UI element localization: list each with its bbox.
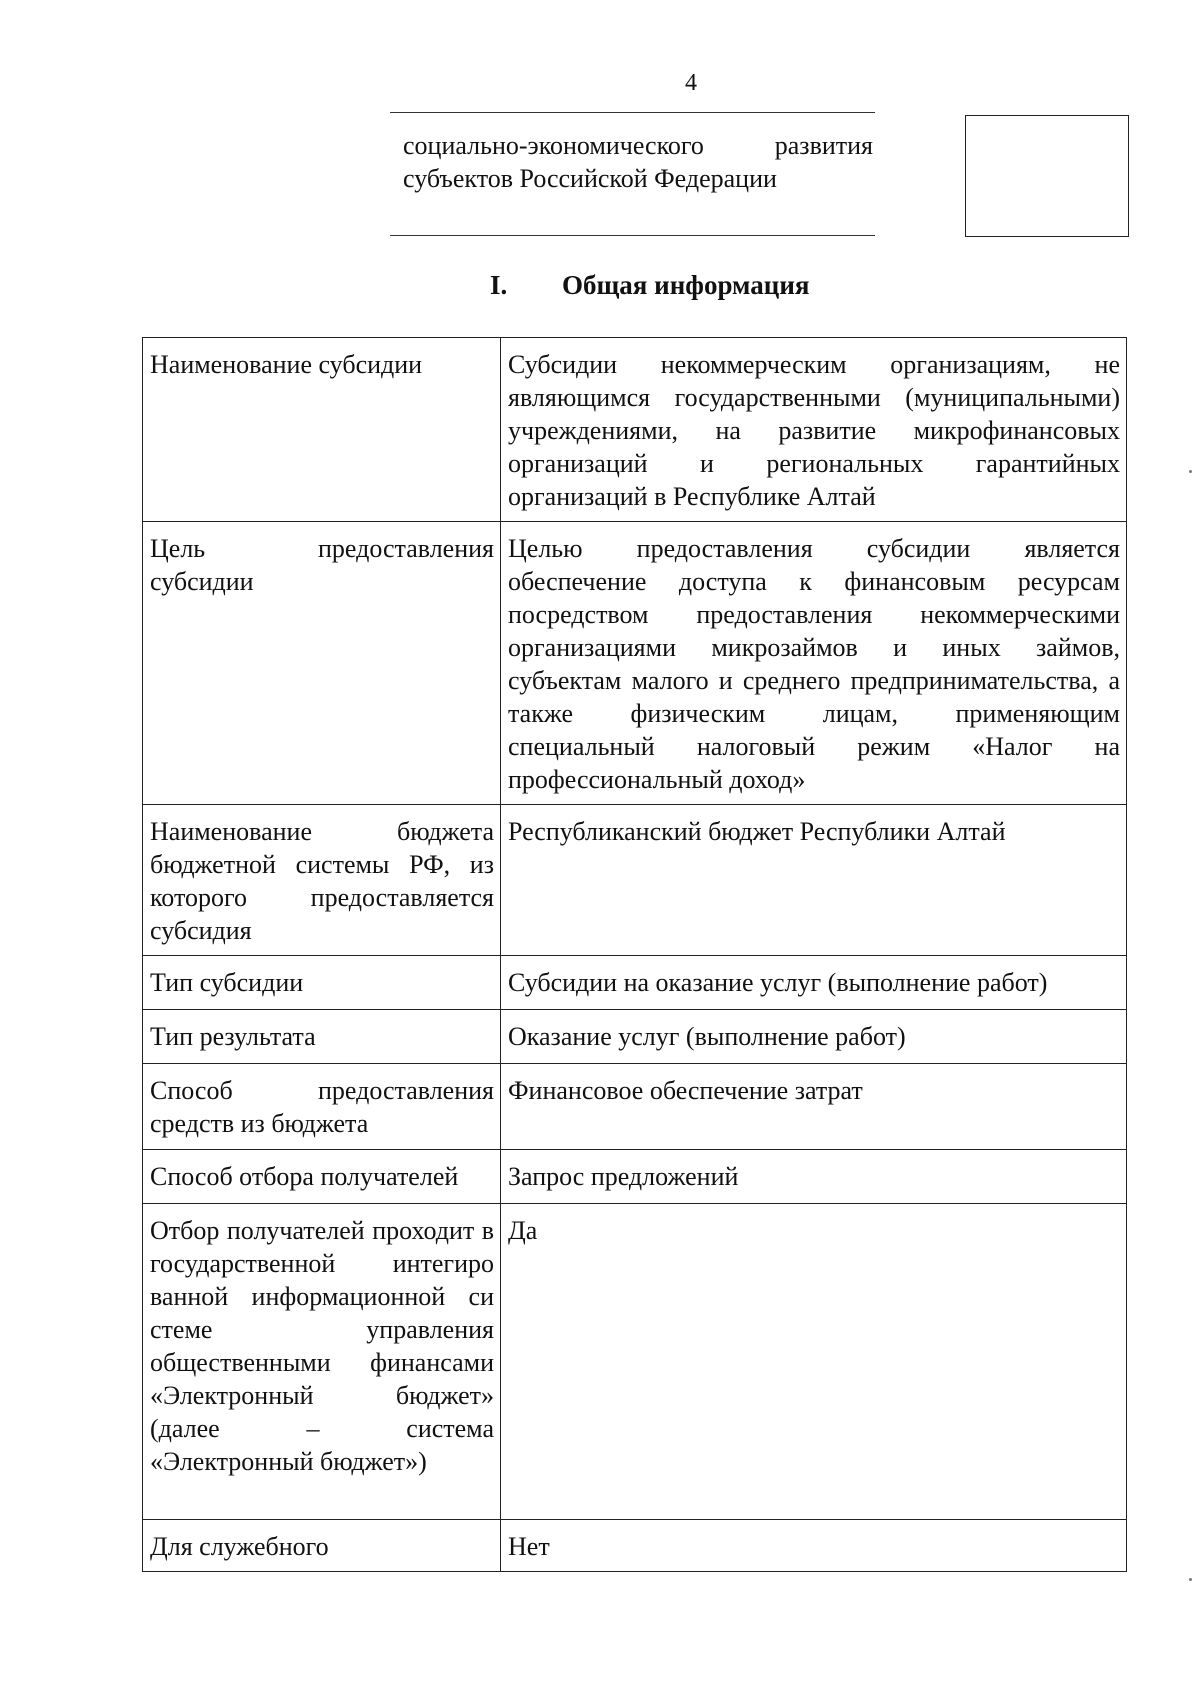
row-label: Для служебного: [143, 1520, 501, 1572]
row-value: Финансовое обеспечение затрат: [501, 1064, 1127, 1150]
header-text: социально-экономического развития субъектов Российской Федерации: [403, 131, 873, 193]
row-label: Наименование бюджета бюджетной системы РФ, из которого предоставляется субсидия: [143, 805, 501, 956]
row-label: Цель предоставления субсидии: [143, 522, 501, 805]
section-title: Общая информация: [562, 270, 810, 300]
row-value: Да: [501, 1204, 1127, 1520]
row-value: Субсидии некоммерческим организациям, не являющимся государственными (муниципальными) учреждениями, на развитие микрофинансовых организаций и региональных гарантийных организаций в Республике Алтай: [501, 338, 1127, 522]
row-value: Субсидии на оказание услуг (выполнение работ): [501, 956, 1127, 1010]
addressee-header: [390, 112, 875, 195]
row-value: Оказание услуг (выполнение работ): [501, 1010, 1127, 1064]
table-row: [143, 805, 1127, 956]
row-label: Тип субсидии: [143, 956, 501, 1010]
row-label: Тип результата: [143, 1010, 501, 1064]
table-row: [143, 1520, 1127, 1572]
scan-speck: [1189, 470, 1192, 473]
header-bottom-rule: [390, 235, 875, 236]
row-value: Республиканский бюджет Республики Алтай: [501, 805, 1127, 956]
row-value: Целью предоставления субсидии является обеспечение доступа к финансовым ресурсам посредством предоставления некоммерческими организациями микрозаймов и иных займов, субъектам малого и среднего предпринимательства, а также физическим лицам, применяющим специальный налоговый режим «Налог на профессиональный доход»: [501, 522, 1127, 805]
row-label: Способ отбора получателей: [143, 1150, 501, 1204]
table-row: [143, 956, 1127, 1010]
table-row: [143, 338, 1127, 522]
row-label: Способ предоставления средств из бюджета: [143, 1064, 501, 1150]
table-row: [143, 522, 1127, 805]
row-label: Наименование субсидии: [143, 338, 501, 522]
section-number: I.: [490, 270, 508, 300]
scan-speck: [1189, 1578, 1192, 1581]
section-heading: [490, 270, 809, 301]
general-info-table: [142, 337, 1127, 1572]
table-row: [143, 1150, 1127, 1204]
table-row: [143, 1010, 1127, 1064]
row-label: Отбор получателей проходит в государственной интегиро ванной информационной си стеме управления общественными финансами «Электронный бюджет» (далее – система «Электронный бюджет»): [143, 1204, 501, 1520]
row-value: Запрос предложений: [501, 1150, 1127, 1204]
table-row: [143, 1204, 1127, 1520]
table-row: [143, 1064, 1127, 1150]
stamp-box: [965, 115, 1129, 237]
row-value: Нет: [501, 1520, 1127, 1572]
page-number: 4: [685, 70, 697, 96]
